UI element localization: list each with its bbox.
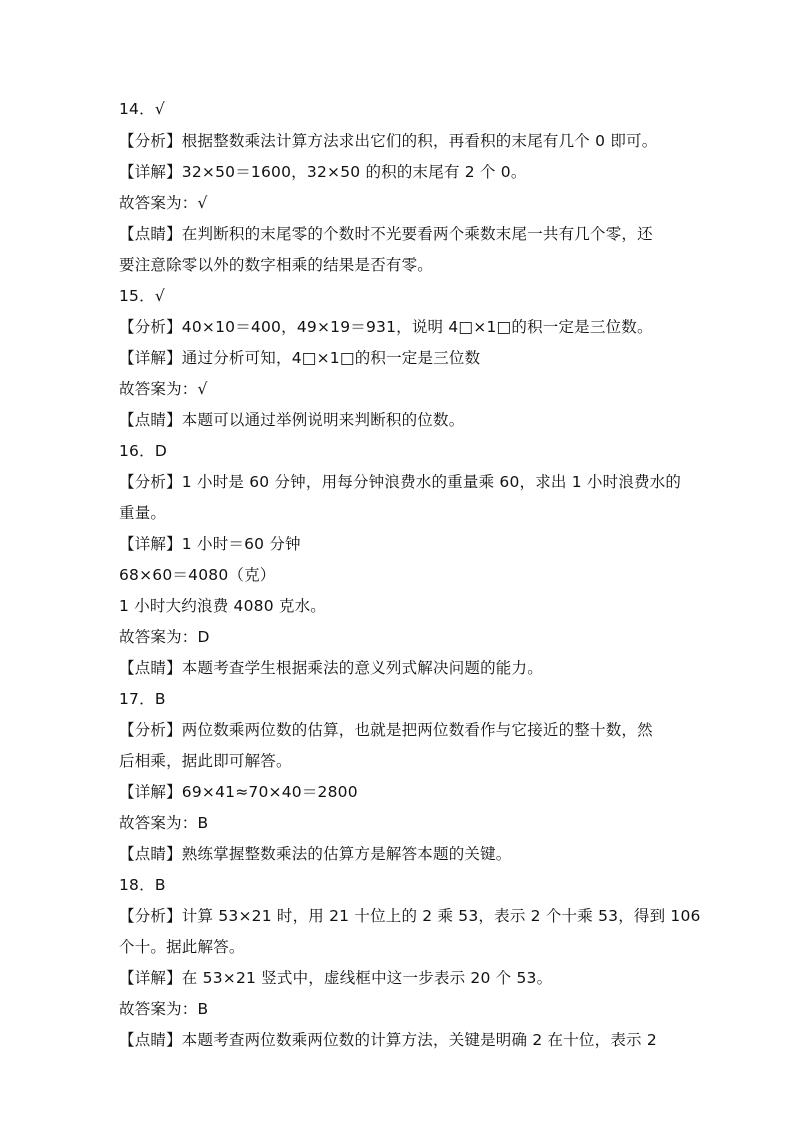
q16-detail-line2: 68×60＝4080（克） [119,566,276,584]
q15-answer: 故答案为：√ [119,380,208,398]
q18-analysis-line2: 个十。据此解答。 [119,938,245,956]
q17-analysis-line2: 后相乘，据此即可解答。 [119,752,292,770]
q16-analysis-line1: 【分析】1 小时是 60 分钟，用每分钟浪费水的重量乘 60，求出 1 小时浪费水的 [119,473,682,491]
q18-detail: 【详解】在 53×21 竖式中，虚线框中这一步表示 20 个 53。 [119,969,553,987]
q17-comment: 【点睛】熟练掌握整数乘法的估算方是解答本题的关键。 [119,845,512,863]
q18-comment: 【点睛】本题考查两位数乘两位数的计算方法，关键是明确 2 在十位，表示 2 [119,1031,657,1049]
q14-detail: 【详解】32×50＝1600，32×50 的积的末尾有 2 个 0。 [119,163,527,181]
question-18-number: 18．B [119,876,166,894]
q14-answer: 故答案为：√ [119,194,208,212]
q16-analysis-line2: 重量。 [119,504,167,522]
q14-analysis: 【分析】根据整数乘法计算方法求出它们的积，再看积的末尾有几个 0 即可。 [119,132,658,150]
question-16-number: 16．D [119,442,167,460]
q17-detail: 【详解】69×41≈70×40＝2800 [119,783,358,801]
q15-analysis: 【分析】40×10＝400，49×19＝931，说明 4□×1□的积一定是三位数。 [119,318,653,336]
q17-answer: 故答案为：B [119,814,209,832]
q15-detail: 【详解】通过分析可知，4□×1□的积一定是三位数 [119,349,481,367]
question-15-number: 15．√ [119,287,165,305]
q14-comment-line1: 【点睛】在判断积的末尾零的个数时不光要看两个乘数末尾一共有几个零，还 [119,225,653,243]
q16-comment: 【点睛】本题考查学生根据乘法的意义列式解决问题的能力。 [119,659,543,677]
question-14-number: 14．√ [119,100,165,118]
q16-detail-line1: 【详解】1 小时＝60 分钟 [119,535,301,553]
q18-answer: 故答案为：B [119,1000,209,1018]
q18-analysis-line1: 【分析】计算 53×21 时，用 21 十位上的 2 乘 53，表示 2 个十乘 53，得到 106 [119,907,701,925]
q16-detail-line3: 1 小时大约浪费 4080 克水。 [119,597,326,615]
q14-comment-line2: 要注意除零以外的数字相乘的结果是否有零。 [119,256,434,274]
q17-analysis-line1: 【分析】两位数乘两位数的估算，也就是把两位数看作与它接近的整十数，然 [119,721,653,739]
q15-comment: 【点睛】本题可以通过举例说明来判断积的位数。 [119,411,465,429]
q16-answer: 故答案为：D [119,628,210,646]
question-17-number: 17．B [119,690,166,708]
